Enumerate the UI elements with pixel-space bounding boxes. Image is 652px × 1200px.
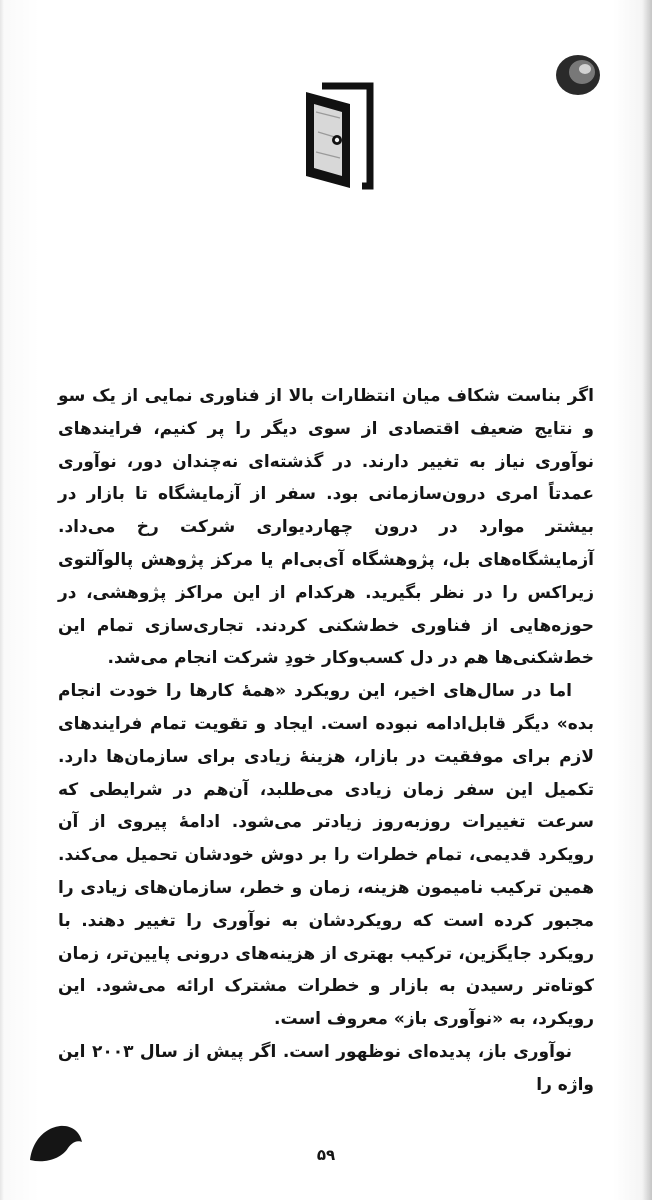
page-number: ۵۹ [316,1146,336,1164]
door-icon [300,82,378,194]
body-text [58,380,594,1102]
ink-blot-icon [552,52,602,98]
ink-blot-bottom-icon [28,1120,84,1164]
page-binding-shadow [642,0,652,1200]
paragraph-2: اما در سال‌های اخیر، این رویکرد «همهٔ کارها را خودت انجام بده» دیگر قابل‌ادامه نبوده است. ایجاد و تقویت تمام فرایندهای لازم برای موفقیت در بازار، هزینهٔ زیادی برای سازمان‌ها دارد. تکمیل این سفر زمان زیادی می‌طلبد، آن‌هم در شرایطی که سرعت تغییرات روزبه‌روز زیادتر می‌شود. ادامهٔ پیروی از آن رویکرد قدیمی، تمام خطرات را بر دوش خودشان تحمیل می‌کند. همین ترکیب نامیمون هزینه، زمان و خطر، سازمان‌های زیادی را مجبور کرده است که رویکردشان به نوآوری را تغییر دهند. با رویکرد جایگزین، ترکیب بهتری از هزینه‌های درونی پایین‌تر، زمان کوتاه‌تر رسیدن به بازار و خطرات مشترک ارائه می‌شود. این رویکرد، به «نوآوری باز» معروف است. [58,681,594,1030]
paragraph-1: اگر بناست شکاف میان انتظارات بالا از فناوری نمایی از یک سو و نتایج ضعیف اقتصادی از سوی دیگر را پر کنیم، فرایندهای نوآوری نیاز به تغییر دارند. در گذشته‌ای نه‌چندان دور، نوآوری عمدتاً امری درون‌سازمانی بود. سفر از آزمایشگاه تا بازار در بیشتر موارد در درون چهاردیواری شرکت رخ می‌داد. آزمایشگاه‌های بل، پژوهشگاه آی‌بی‌ام یا مرکز پژوهش پالوآلتوی زیراکس را در نظر بگیرید. هرکدام از این مراکز پژوهشی، در حوزه‌هایی از فناوری خط‌شکنی کردند. تجاری‌سازی تمام این خط‌شکنی‌ها هم در دل کسب‌وکار خودِ شرکت انجام می‌شد. [58,386,594,669]
paragraph-3: نوآوری باز، پدیده‌ای نوظهور است. اگر پیش از سال ۲۰۰۳ این واژه را [58,1041,594,1095]
page-left-edge [0,0,4,1200]
